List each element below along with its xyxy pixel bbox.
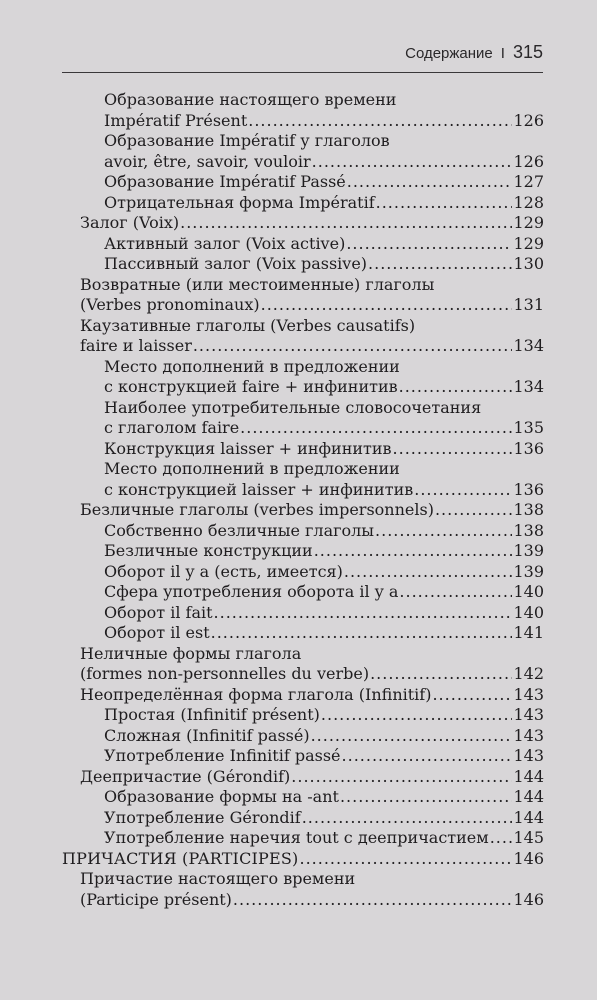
toc-entry-page: 131	[513, 295, 544, 314]
toc-entry-page: 145	[513, 828, 544, 847]
toc-entry	[60, 664, 544, 685]
toc-entry-page: 143	[513, 705, 544, 724]
toc-entry-page: 138	[513, 500, 544, 519]
toc-entry-page: 139	[513, 561, 544, 581]
toc-entry-title: Каузативные глаголы (Verbes causatifs)	[80, 315, 416, 335]
dot-leader	[399, 582, 512, 603]
running-header	[0, 42, 543, 63]
toc-entry	[60, 869, 544, 890]
section-title: Содержание	[405, 45, 493, 62]
toc-entry	[60, 398, 544, 419]
toc-entry	[60, 377, 544, 398]
table-of-contents	[60, 90, 544, 910]
toc-entry-page: 143	[513, 684, 544, 704]
toc-entry-page: 141	[513, 623, 544, 642]
header-separator: I	[500, 45, 505, 62]
dot-leader	[314, 541, 513, 562]
header-rule	[62, 72, 543, 73]
toc-entry	[60, 603, 544, 624]
toc-entry	[60, 644, 544, 665]
toc-entry-title: Отрицательная форма Impératif	[104, 192, 375, 212]
dot-leader	[193, 336, 513, 357]
toc-entry	[60, 787, 544, 808]
toc-entry-page: 134	[513, 377, 544, 396]
dot-leader	[375, 521, 512, 542]
toc-entry-title: Оборот il y a (есть, имеется)	[104, 561, 343, 581]
toc-entry-title: faire и laisser	[80, 336, 192, 355]
dot-leader	[214, 603, 513, 624]
toc-entry	[60, 316, 544, 337]
toc-entry	[60, 111, 544, 132]
dot-leader	[414, 480, 512, 501]
toc-entry-title: Пассивный залог (Voix passive)	[104, 254, 368, 273]
toc-entry	[60, 808, 544, 829]
toc-entry-title: (Verbes pronominaux)	[80, 295, 260, 314]
toc-entry	[60, 131, 544, 152]
dot-leader	[233, 890, 513, 911]
toc-entry-title: Impératif Présent	[104, 110, 248, 130]
toc-entry-page: 144	[513, 787, 544, 806]
dot-leader	[342, 746, 513, 767]
toc-entry	[60, 193, 544, 214]
toc-entry	[60, 705, 544, 726]
toc-entry-page: 128	[513, 192, 544, 212]
dot-leader	[347, 172, 513, 193]
toc-entry-title: Употребление наречия tout с деепричастием	[104, 828, 489, 847]
toc-entry-page: 138	[513, 520, 544, 540]
toc-entry-title: Активный залог (Voix active)	[104, 233, 346, 253]
dot-leader	[240, 418, 512, 439]
toc-entry-title: Образование настоящего времени	[104, 90, 397, 109]
toc-entry-page: 126	[513, 110, 544, 130]
toc-entry	[60, 295, 544, 316]
toc-entry-page: 140	[513, 582, 544, 601]
toc-entry-title: с конструкцией faire + инфинитив	[104, 377, 398, 396]
dot-leader	[370, 664, 512, 685]
dot-leader	[376, 193, 513, 214]
dot-leader	[340, 787, 513, 808]
toc-entry-title: Деепричастие (Gérondif)	[80, 766, 291, 786]
toc-entry	[60, 746, 544, 767]
toc-entry-title: Образование Impératif Passé	[104, 172, 346, 191]
dot-leader	[399, 377, 513, 398]
toc-entry-page: 129	[513, 213, 544, 232]
toc-entry-page: 136	[513, 479, 544, 499]
toc-entry-page: 126	[513, 151, 544, 171]
toc-entry	[60, 500, 544, 521]
toc-entry	[60, 172, 544, 193]
toc-entry	[60, 439, 544, 460]
toc-entry-page: 144	[513, 807, 544, 827]
toc-entry-title: (formes non-personnelles du verbe)	[80, 664, 370, 683]
toc-entry	[60, 418, 544, 439]
toc-entry-title: Неличные формы глагола	[80, 643, 302, 663]
toc-entry-title: Оборот il fait	[104, 602, 213, 622]
toc-entry	[60, 459, 544, 480]
toc-entry	[60, 521, 544, 542]
dot-leader	[432, 685, 512, 706]
toc-entry-title: Залог (Voix)	[80, 213, 180, 232]
toc-entry-title: Возвратные (или местоименные) глаголы	[80, 274, 435, 294]
toc-entry-page: 136	[513, 438, 544, 458]
toc-entry	[60, 90, 544, 111]
toc-entry	[60, 213, 544, 234]
toc-entry-page: 140	[513, 602, 544, 622]
toc-entry	[60, 152, 544, 173]
toc-entry	[60, 849, 544, 870]
dot-leader	[311, 726, 513, 747]
toc-entry-page: 146	[513, 889, 544, 909]
toc-entry-title: с глаголом faire	[104, 418, 240, 437]
dot-leader	[490, 828, 513, 849]
toc-entry-page: 129	[513, 233, 544, 253]
dot-leader	[393, 439, 513, 460]
toc-entry	[60, 623, 544, 644]
toc-entry-page: 146	[513, 848, 544, 868]
toc-entry-page: 143	[513, 746, 544, 765]
toc-entry-title: Употребление Infinitif passé	[104, 746, 341, 765]
toc-entry-title: Образование формы на -ant	[104, 787, 339, 806]
toc-entry	[60, 234, 544, 255]
toc-entry-title: Образование Impératif у глаголов	[104, 131, 390, 150]
toc-entry-page: 130	[513, 254, 544, 273]
toc-entry-title: Сложная (Infinitif passé)	[104, 725, 310, 745]
toc-entry-title: Сфера употребления оборота il y a	[104, 582, 399, 601]
toc-entry-page: 139	[513, 541, 544, 560]
toc-entry-title: Простая (Infinitif présent)	[104, 705, 320, 724]
toc-entry-page: 134	[513, 336, 544, 355]
toc-entry-title: Неопределённая форма глагола (Infinitif)	[80, 684, 432, 704]
toc-entry	[60, 254, 544, 275]
toc-entry-title: Место дополнений в предложении	[104, 356, 400, 376]
dot-leader	[312, 152, 513, 173]
dot-leader	[211, 623, 513, 644]
toc-entry	[60, 685, 544, 706]
dot-leader	[346, 234, 512, 255]
toc-entry	[60, 767, 544, 788]
dot-leader	[248, 111, 512, 132]
toc-entry-title: ПРИЧАСТИЯ (PARTICIPES)	[62, 848, 299, 868]
toc-entry-title: Конструкция laisser + инфинитив	[104, 438, 392, 458]
toc-entry-page: 143	[513, 725, 544, 745]
toc-entry	[60, 336, 544, 357]
toc-entry-title: (Participe présent)	[80, 889, 232, 909]
toc-entry	[60, 562, 544, 583]
toc-entry	[60, 541, 544, 562]
toc-entry	[60, 275, 544, 296]
dot-leader	[291, 767, 512, 788]
toc-entry-title: Наиболее употребительные словосочетания	[104, 397, 482, 417]
toc-entry-page: 127	[513, 172, 544, 191]
toc-entry-title: Употребление Gérondif	[104, 807, 301, 827]
page-number: 315	[512, 42, 543, 62]
dot-leader	[368, 254, 512, 275]
dot-leader	[321, 705, 513, 726]
toc-entry-title: Причастие настоящего времени	[80, 869, 356, 888]
toc-entry	[60, 828, 544, 849]
toc-entry-title: с конструкцией laisser + инфинитив	[104, 479, 414, 499]
toc-entry-title: avoir, être, savoir, vouloir	[104, 151, 311, 171]
dot-leader	[180, 213, 512, 234]
toc-entry-title: Собственно безличные глаголы	[104, 520, 375, 540]
dot-leader	[344, 562, 513, 583]
toc-entry-title: Место дополнений в предложении	[104, 459, 400, 478]
dot-leader	[435, 500, 513, 521]
toc-entry-title: Безличные глаголы (verbes impersonnels)	[80, 500, 434, 519]
toc-entry	[60, 480, 544, 501]
toc-entry-title: Оборот il est	[104, 623, 210, 642]
dot-leader	[300, 849, 513, 870]
dot-leader	[261, 295, 513, 316]
toc-entry	[60, 582, 544, 603]
toc-entry	[60, 726, 544, 747]
toc-entry-page: 144	[513, 766, 544, 786]
toc-entry-page: 135	[513, 418, 544, 437]
toc-entry-page: 142	[513, 664, 544, 683]
toc-entry-title: Безличные конструкции	[104, 541, 313, 560]
toc-entry	[60, 890, 544, 911]
dot-leader	[302, 808, 513, 829]
toc-entry	[60, 357, 544, 378]
